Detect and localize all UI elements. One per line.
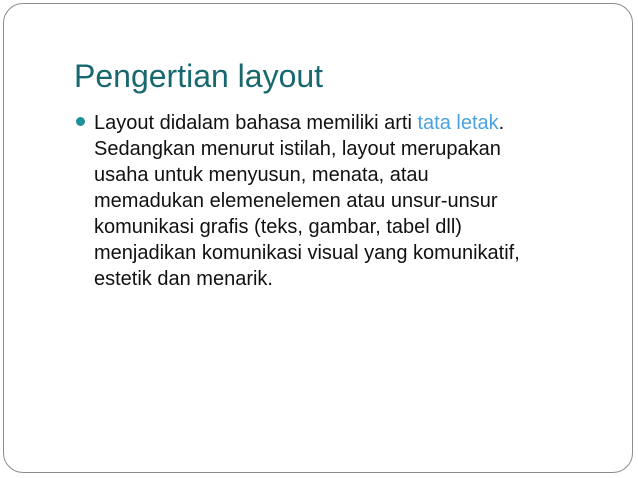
bullet-icon xyxy=(76,117,85,126)
paragraph-line-6: menjadikan komunikasi visual yang komunikatif, xyxy=(94,242,520,264)
paragraph-line-1 xyxy=(94,110,596,136)
slide-title: Pengertian layout xyxy=(74,58,324,94)
paragraph-line-4: memadukan elemenelemen atau unsur-unsur xyxy=(94,190,498,212)
list-item xyxy=(76,110,596,292)
bullet-list xyxy=(76,110,596,292)
paragraph-line-5: komunikasi grafis (teks, gambar, tabel dll) xyxy=(94,216,462,238)
highlight-term: tata letak xyxy=(417,112,499,134)
line-1-period: . xyxy=(498,112,505,134)
paragraph-line-2: Sedangkan menurut istilah, layout merupakan xyxy=(94,138,501,160)
paragraph-line-7: estetik dan menarik. xyxy=(94,268,273,290)
paragraph-line-3: usaha untuk menyusun, menata, atau xyxy=(94,164,429,186)
slide-frame xyxy=(3,3,633,473)
line-1-text: Layout didalam bahasa memiliki arti xyxy=(94,112,418,134)
